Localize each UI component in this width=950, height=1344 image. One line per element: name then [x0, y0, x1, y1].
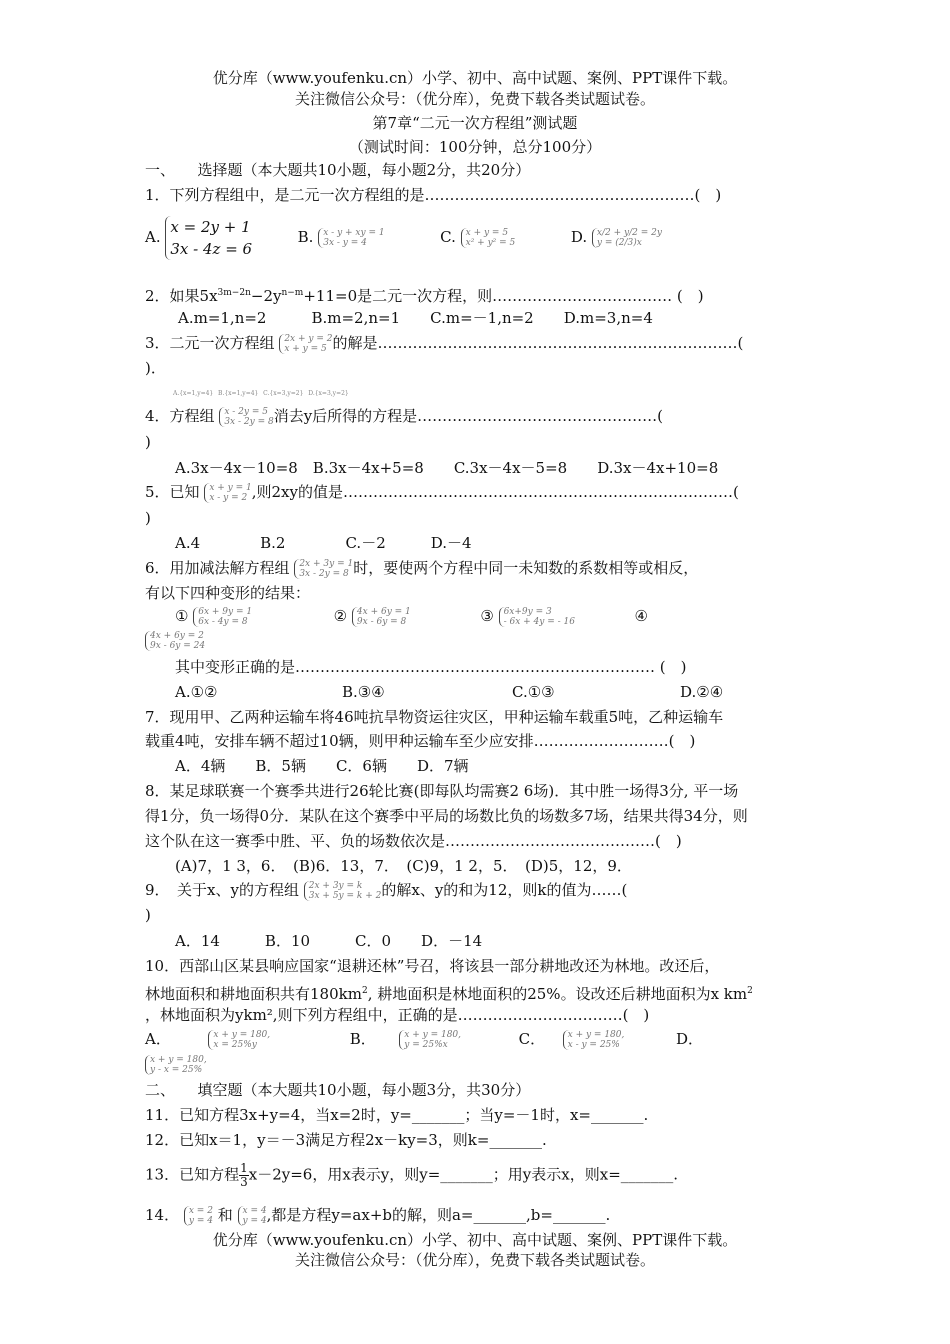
question-8-line-2: 得1分，负一场得0分．某队在这个赛季中平局的场数比负的场数多7场，结果共得34分，则: [145, 807, 748, 825]
q6-t4-system: [145, 631, 205, 651]
q4-eq2: 3x - 2y = 8: [224, 417, 274, 427]
question-10-line-3: ，林地面积为ykm²,则下列方程组中，正确的是……………………………( ): [145, 1006, 650, 1024]
question-5-stem: [145, 482, 739, 503]
q10-option-d-label: D．: [675, 1030, 703, 1048]
q14-s2-eq2: y = 4: [242, 1216, 267, 1226]
q10-c-eq1: x + y = 180,: [567, 1030, 625, 1040]
q6-t1-label: ①: [175, 607, 189, 625]
question-5-stem-end: ): [145, 509, 151, 527]
q3-option-c: C.{x=3,y=2}: [263, 389, 304, 397]
q3-option-a: A.{x=1,y=4}: [173, 389, 214, 397]
question-1-stem: 1．下列方程组中，是二元一次方程组的是………………………………………………( ): [145, 186, 722, 204]
q9-stem-b: 的解x、y的和为12，则k的值为……(: [381, 881, 628, 899]
q10-option-a-label: A．: [145, 1030, 171, 1048]
q9-eq1: 2x + 3y = k: [308, 881, 363, 891]
section-2-heading: 二、 填空题（本大题共10小题，每小题3分，共30分）: [145, 1081, 531, 1099]
header-line-2: 关注微信公众号：（优分库），免费下载各类试题试卷。: [294, 90, 655, 108]
question-2-options: A.m=1,n=2 B.m=2,n=1 C.m=－1,n=2 D.m=3,n=4: [178, 309, 653, 327]
q2-exponent-2: n−m: [281, 288, 304, 298]
q1-option-a-label: A.: [145, 228, 161, 246]
q4-stem-a: 4．方程组: [145, 407, 215, 425]
question-9-stem: [145, 880, 627, 901]
q13-denominator: 3: [240, 1175, 248, 1189]
question-6-stem-d: 其中变形正确的是……………………………………………………………… ( ): [175, 658, 687, 676]
question-8-line-3: 这个队在这一赛季中胜、平、负的场数依次是……………………………………( ): [145, 832, 682, 850]
q3-eq2: x + y = 5: [284, 344, 327, 354]
q5-stem-b: ,则2xy的值是……………………………………………………………………(: [251, 483, 739, 501]
q14-s1-eq2: y = 4: [188, 1216, 213, 1226]
question-14: [145, 1205, 610, 1226]
q13-fraction: [239, 1162, 249, 1189]
question-11: 11．已知方程3x+y=4，当x=2时，y=_______；当y=－1时，x=_______.: [145, 1106, 649, 1124]
question-10-line-1: 10．西部山区某县响应国家“退耕还林”号召，将该县一部分耕地改还为林地。改还后，: [145, 957, 720, 975]
q2-stem-a: 2．如果5x: [145, 287, 218, 305]
q1-b-eq1: x - y + xy = 1: [323, 228, 385, 238]
question-9-options: A．14 B．10 C．0 D．－14: [175, 932, 483, 950]
question-6-option-a: A.①②: [175, 683, 218, 701]
q6-t3-label: ③: [480, 607, 494, 625]
question-5-options: A.4 B.2 C.－2 D.－4: [175, 534, 472, 552]
q1-option-d-system: [592, 228, 662, 248]
question-3-stem: [145, 333, 743, 354]
q10-sup-2: 2: [747, 986, 753, 996]
page-title: 第7章“二元一次方程组”测试题: [372, 114, 578, 132]
question-6-option-c: C.①③: [512, 683, 555, 701]
q6-t4-eq2: 9x - 6y = 24: [150, 641, 206, 651]
q3-eq1: 2x + y = 2: [284, 334, 333, 344]
q4-eq1: x - 2y = 5: [224, 407, 268, 417]
section-1-heading: 一、 选择题（本大题共10小题，每小题2分，共20分）: [145, 161, 531, 179]
q3-system: [279, 334, 332, 354]
q2-stem-c: +11=0是二元一次方程，则……………………………… ( ): [303, 287, 704, 305]
question-7-options: A．4辆 B．5辆 C．6辆 D．7辆: [175, 757, 469, 775]
q9-system: [304, 881, 382, 901]
q1-option-c-label: C.: [440, 228, 456, 246]
q14-s1-eq1: x = 2: [188, 1206, 213, 1216]
q1-option-c-system: [461, 228, 516, 248]
q5-eq1: x + y = 1: [209, 483, 252, 493]
q6-t2-system: [352, 607, 411, 627]
q1-a-eq2: 3x - 4z = 6: [170, 240, 253, 258]
q6-t3-eq1: 6x+9y = 3: [503, 607, 552, 617]
question-6-option-d: D.②④: [680, 683, 724, 701]
q10-a-eq2: x = 25%y: [213, 1040, 257, 1050]
q6-stem-b: 时，要使两个方程中同一未知数的系数相等或相反，: [353, 559, 699, 577]
q10-line-2b: , 耕地面积是林地面积的25%。设改还后耕地面积为x km: [367, 985, 748, 1003]
q9-eq2: 3x + 5y = k + 2: [308, 891, 382, 901]
question-4-stem: [145, 406, 663, 427]
question-13: [145, 1162, 678, 1189]
q2-exponent-1: 3m−2n: [217, 288, 251, 298]
q6-t1-system: [193, 607, 252, 627]
question-2-stem: [145, 283, 704, 306]
header-line-1: 优分库（www.youfenku.cn）小学、初中、高中试题、案例、PPT课件下载。: [212, 69, 738, 87]
q6-t4-eq1: 4x + 6y = 2: [150, 631, 204, 641]
q6-t2-eq2: 9x - 6y = 8: [356, 617, 407, 627]
q10-option-c-system: [563, 1030, 625, 1050]
question-10-options: [145, 1029, 703, 1050]
q6-stem-a: 6．用加减法解方程组: [145, 559, 290, 577]
question-7-line-2: 载重4吨，安排车辆不超过10辆，则甲种运输车至少应安排………………………( ): [145, 732, 696, 750]
q14-system-2: [238, 1206, 267, 1226]
q14-stem-a: 14．: [145, 1206, 180, 1224]
q10-d-eq2: y - x = 25%: [150, 1065, 203, 1075]
q6-t2-label: ②: [333, 607, 348, 625]
q14-stem-c: ,都是方程y=ax+b的解，则a=_______,b=_______.: [266, 1206, 611, 1224]
q1-c-eq2: x² + y² = 5: [465, 238, 516, 248]
q3-option-d: D.{x=3,y=2}: [308, 389, 349, 397]
q13-numerator: 1: [240, 1161, 248, 1175]
footer-line-1: 优分库（www.youfenku.cn）小学、初中、高中试题、案例、PPT课件下载。: [212, 1231, 738, 1249]
q3-option-b: B.{x=1,y=4}: [218, 389, 259, 397]
q1-d-eq1: x/2 + y/2 = 2y: [596, 228, 662, 238]
q6-system: [294, 559, 353, 579]
q10-a-eq1: x + y = 180,: [213, 1030, 271, 1040]
q10-option-d-system: [145, 1055, 207, 1075]
q5-stem-a: 5．已知: [145, 483, 200, 501]
q13-stem-b: x－2y=6，用x表示y，则y=_______；用y表示x，则x=_______.: [248, 1165, 679, 1184]
q1-option-b-system: [318, 228, 384, 248]
page-subtitle: （测试时间：100分钟，总分100分）: [348, 138, 602, 156]
q3-stem-a: 3．二元一次方程组: [145, 334, 275, 352]
q10-line-2a: 林地面积和耕地面积共有180km: [145, 985, 362, 1003]
q1-option-a-system: [165, 216, 252, 260]
q6-t3-system: [499, 607, 575, 627]
question-6-stem: [145, 558, 698, 579]
q1-d-eq2: y = (2/3)x: [596, 238, 642, 248]
q10-option-a-system: [208, 1030, 270, 1050]
q6-t1-eq1: 6x + 9y = 1: [198, 607, 253, 617]
q3-stem-b: 的解是………………………………………………………………(: [332, 334, 744, 352]
q14-s2-eq1: x = 4: [242, 1206, 267, 1216]
q4-stem-b: 消去y后所得的方程是…………………………………………(: [273, 407, 664, 425]
q1-option-b-label: B.: [297, 228, 314, 246]
question-10-option-d: [145, 1054, 207, 1075]
question-3-options: [173, 382, 349, 402]
q9-stem-a: 9． 关于x、y的方程组: [145, 881, 299, 899]
question-6-transform-4: [145, 630, 205, 651]
q10-option-c-label: C．: [518, 1030, 546, 1048]
q1-c-eq1: x + y = 5: [465, 228, 509, 238]
q10-option-b-system: [399, 1030, 461, 1050]
question-9-stem-end: ): [145, 906, 151, 924]
q13-stem-a: 13．已知方程: [145, 1165, 240, 1184]
q10-b-eq2: y = 25%x: [404, 1040, 448, 1050]
question-12: 12．已知x＝1，y＝－3满足方程2x－ky=3，则k=_______.: [145, 1131, 547, 1149]
question-1-options: [145, 216, 662, 260]
question-4-options: A.3x－4x－10=8 B.3x－4x+5=8 C.3x－4x－5=8 D.3x－4x+10=8: [175, 459, 719, 477]
q5-system: [204, 483, 251, 503]
q6-eq2: 3x - 2y = 8: [299, 569, 349, 579]
question-3-stem-end: )．: [145, 359, 166, 377]
q6-t1-eq2: 6x - 4y = 8: [198, 617, 248, 627]
q6-t2-eq1: 4x + 6y = 1: [356, 607, 411, 617]
question-6-transforms: [175, 606, 648, 627]
footer-line-2: 关注微信公众号：（优分库），免费下载各类试题试卷。: [294, 1251, 655, 1269]
q1-option-d-label: D.: [570, 228, 588, 246]
q10-sup-1: 2: [361, 986, 368, 996]
q1-b-eq2: 3x - y = 4: [323, 238, 367, 248]
question-6-option-b: B.③④: [342, 683, 385, 701]
q10-option-b-label: B．: [349, 1030, 376, 1048]
question-8-line-1: 8．某足球联赛一个赛季共进行26轮比赛(即每队均需赛2 6场)．其中胜一场得3分, 平一场: [145, 782, 739, 800]
q6-eq1: 2x + 3y = 1: [299, 559, 354, 569]
question-6-stem-c: 有以下四种变形的结果：: [145, 584, 311, 602]
question-4-stem-end: ): [145, 433, 151, 451]
q10-c-eq2: x - y = 25%: [567, 1040, 620, 1050]
q5-eq2: x - y = 2: [209, 493, 248, 503]
q6-t3-eq2: - 6x + 4y = - 16: [503, 617, 575, 627]
q4-system: [219, 407, 273, 427]
question-8-options: (A)7，1 3，6． (B)6．13，7． (C)9，1 2，5． (D)5，12，9．: [175, 857, 632, 875]
q14-system-1: [184, 1206, 213, 1226]
q2-stem-b: −2y: [250, 287, 282, 305]
question-10-line-2: [145, 981, 753, 1004]
q1-a-eq1: x = 2y + 1: [170, 218, 251, 236]
q10-b-eq1: x + y = 180,: [404, 1030, 462, 1040]
q14-stem-b: 和: [217, 1206, 233, 1224]
q10-d-eq1: x + y = 180,: [150, 1055, 207, 1065]
question-7-line-1: 7．现用甲、乙两种运输车将46吨抗旱物资运往灾区，甲种运输车载重5吨，乙种运输车: [145, 708, 724, 726]
q6-t4-label: ④: [634, 607, 648, 625]
